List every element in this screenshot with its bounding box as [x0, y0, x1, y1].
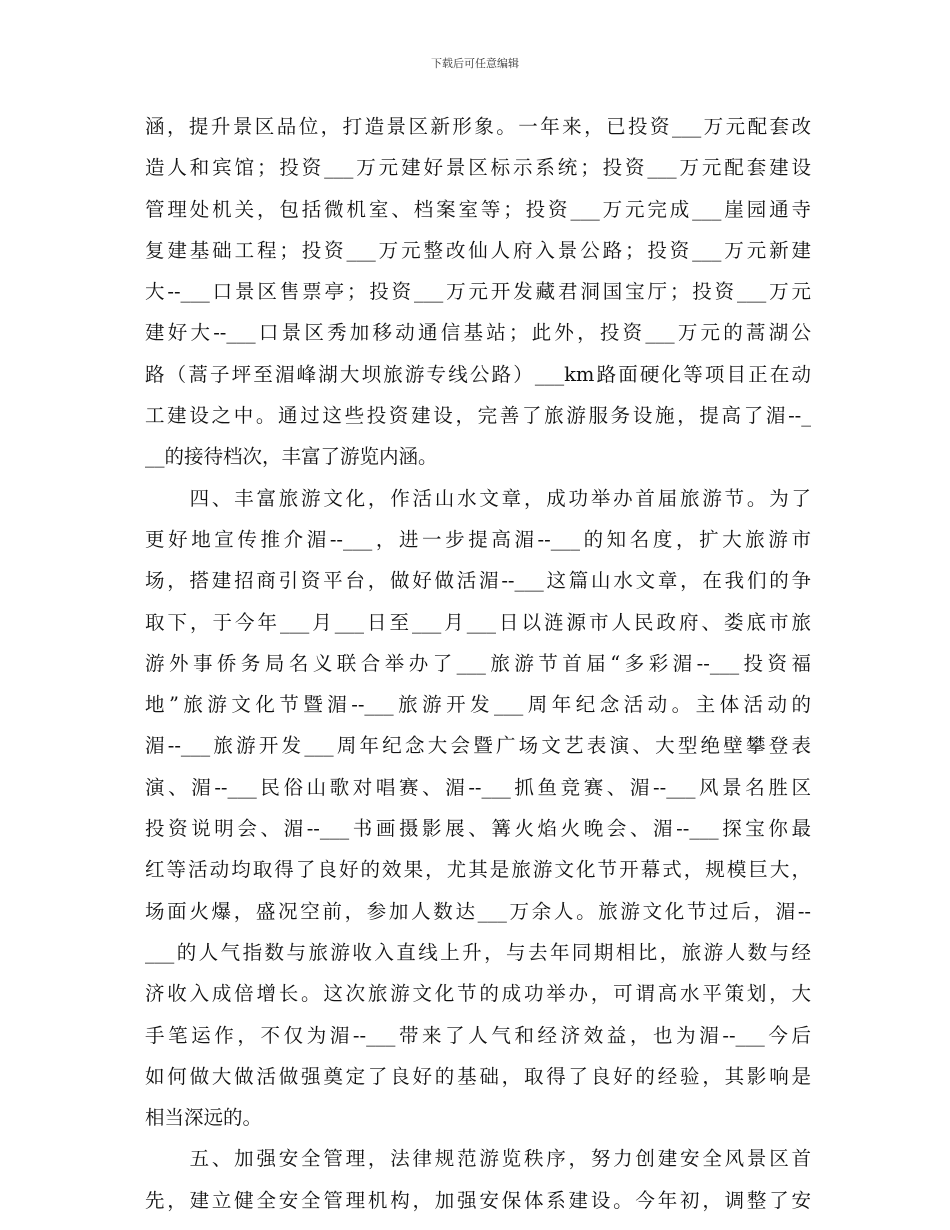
text-line: 五、加强安全管理，法律规范游览秩序，努力创建安全风景区首 [145, 1147, 811, 1171]
text-line: 路（蒿子坪至湄峰湖大坝旅游专线公路）___km路面硬化等项目正在动 [145, 362, 811, 386]
paragraph-end-line: __的接待档次，丰富了游览内涵。 [145, 445, 438, 469]
text-line: 演、湄--___民俗山歌对唱赛、湄--___抓鱼竞赛、湄--___风景名胜区 [145, 775, 811, 799]
text-line: 大--___口景区售票亭；投资___万元开发藏君洞国宝厅；投资___万元 [145, 280, 811, 304]
text-line: 先，建立健全安全管理机构，加强安保体系建设。今年初，调整了安 [145, 1188, 811, 1212]
text-line: ___的人气指数与旅游收入直线上升，与去年同期相比，旅游人数与经 [145, 940, 811, 964]
text-line: 场面火爆，盛况空前，参加人数达___万余人。旅游文化节过后，湄-- [145, 899, 811, 923]
text-line: 济收入成倍增长。这次旅游文化节的成功举办，可谓高水平策划，大 [145, 982, 811, 1006]
text-line: 如何做大做活做强奠定了良好的基础，取得了良好的经验，其影响是 [145, 1064, 811, 1088]
document-body [145, 106, 811, 1221]
text-line: 红等活动均取得了良好的效果，尤其是旅游文化节开幕式，规模巨大， [145, 858, 811, 882]
text-line: 湄--___旅游开发___周年纪念大会暨广场文艺表演、大型绝壁攀登表 [145, 734, 811, 758]
text-line: 涵，提升景区品位，打造景区新形象。一年来，已投资___万元配套改 [145, 115, 811, 138]
text-line: 地”旅游文化节暨湄--___旅游开发___周年纪念活动。主体活动的 [145, 693, 811, 717]
text-line: 手笔运作，不仅为湄--___带来了人气和经济效益，也为湄--___今后 [145, 1023, 811, 1047]
text-line: 更好地宣传推介湄--___，进一步提高湄--___的知名度，扩大旅游市 [145, 527, 811, 551]
text-line: 取下，于今年___月___日至___月___日以涟源市人民政府、娄底市旅 [145, 610, 811, 634]
text-line: 游外事侨务局名义联合举办了___旅游节首届“多彩湄--___投资福 [145, 651, 811, 675]
text-line: 复建基础工程；投资___万元整改仙人府入景公路；投资___万元新建 [145, 238, 811, 262]
text-line: 造人和宾馆；投资___万元建好景区标示系统；投资___万元配套建设 [145, 156, 811, 180]
text-line: 管理处机关，包括微机室、档案室等；投资___万元完成___崖园通寺 [145, 197, 811, 221]
text-line: 工建设之中。通过这些投资建设，完善了旅游服务设施，提高了湄--_ [145, 404, 811, 428]
text-line: 场，搭建招商引资平台，做好做活湄--___这篇山水文章，在我们的争 [145, 569, 811, 593]
text-line: 投资说明会、湄--___书画摄影展、篝火焰火晚会、湄--___探宝你最 [145, 817, 811, 841]
text-line: 建好大--___口景区秀加移动通信基站；此外，投资___万元的蒿湖公 [145, 321, 811, 345]
paragraph-end-line: 相当深远的。 [145, 1106, 263, 1130]
page-header-note: 下载后可任意编辑 [431, 57, 519, 70]
text-line: 四、丰富旅游文化，作活山水文章，成功举办首届旅游节。为了 [145, 486, 811, 510]
